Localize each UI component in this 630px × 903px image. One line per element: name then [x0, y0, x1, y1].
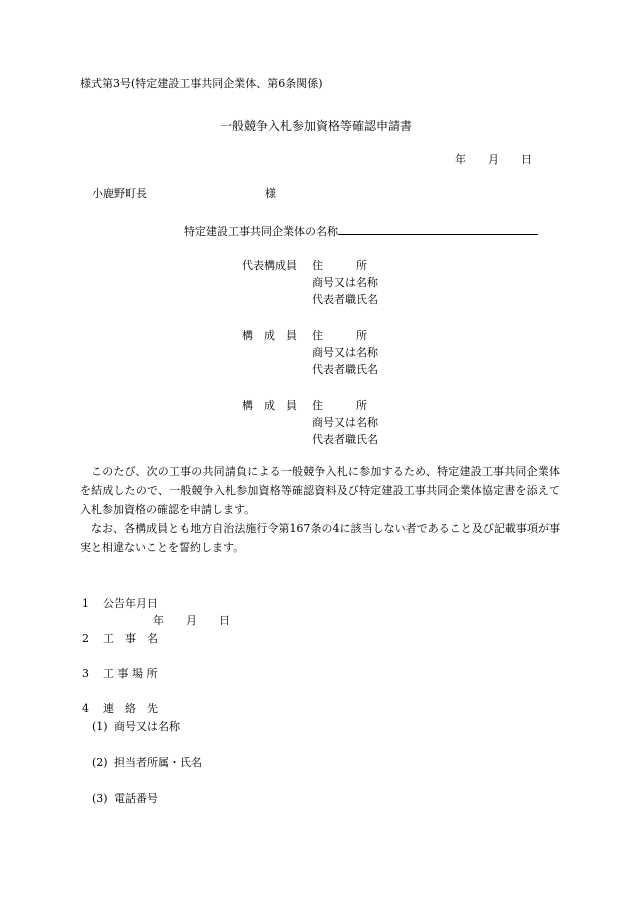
contact-sub-number: (2): [92, 756, 108, 769]
member-address-label: 住 所: [312, 329, 367, 342]
member-company-label: 商号又は名称: [312, 416, 378, 429]
item-number: 3: [82, 667, 89, 680]
addressee-name: 小鹿野町長: [92, 187, 147, 200]
document-title: 一般競争入札参加資格等確認申請書: [220, 119, 413, 133]
announcement-month: 月: [186, 614, 197, 627]
addressee-suffix: 様: [265, 187, 276, 200]
contact-sub-number: (3): [92, 792, 108, 805]
item-number: 1: [82, 597, 89, 610]
contact-company-label: 商号又は名称: [114, 720, 180, 733]
announcement-day: 日: [219, 614, 230, 627]
item-label: 工 事 場 所: [103, 667, 158, 680]
date-day: 日: [521, 153, 532, 166]
member-rep-label: 代表者職氏名: [312, 433, 378, 446]
application-statement: [80, 462, 560, 557]
member-address-label: 住 所: [312, 399, 367, 412]
member-company-label: 商号又は名称: [312, 276, 378, 289]
date-year: 年: [455, 153, 466, 166]
jv-name-field: [184, 224, 538, 237]
member-rep-label: 代表者職氏名: [312, 293, 378, 306]
item-number: 2: [82, 632, 89, 645]
contact-sub-number: (1): [92, 720, 108, 733]
statement-paragraph-2: なお、各構成員とも地方自治法施行令第167条の4に該当しない者であること及び記載事項が事実と相違ないことを誓約します。: [80, 522, 560, 554]
member-role: 構 成 員: [242, 329, 297, 342]
member-rep-label: 代表者職氏名: [312, 363, 378, 376]
member-role: 代表構成員: [242, 259, 297, 272]
item-number: 4: [82, 702, 89, 715]
member-address-label: 住 所: [312, 259, 367, 272]
jv-name-line: [338, 224, 538, 235]
item-label: 連 絡 先: [103, 702, 158, 715]
form-number: 様式第3号(特定建設工事共同企業体、第6条関係): [80, 77, 323, 90]
member-role: 構 成 員: [242, 399, 297, 412]
date-month: 月: [488, 153, 499, 166]
member-company-label: 商号又は名称: [312, 346, 378, 359]
contact-phone-label: 電話番号: [114, 792, 158, 805]
item-label: 工 事 名: [103, 632, 158, 645]
contact-person-label: 担当者所属・氏名: [114, 756, 202, 769]
jv-name-label: 特定建設工事共同企業体の名称: [184, 225, 338, 238]
item-label: 公告年月日: [103, 597, 158, 610]
announcement-year: 年: [153, 614, 164, 627]
statement-paragraph-1: このたび、次の工事の共同請負による一般競争入札に参加するため、特定建設工事共同企業体を結成したので、一般競争入札参加資格等確認資料及び特定建設工事共同企業体協定書を添えて入札参加資格の確認を申請します。: [80, 465, 560, 516]
